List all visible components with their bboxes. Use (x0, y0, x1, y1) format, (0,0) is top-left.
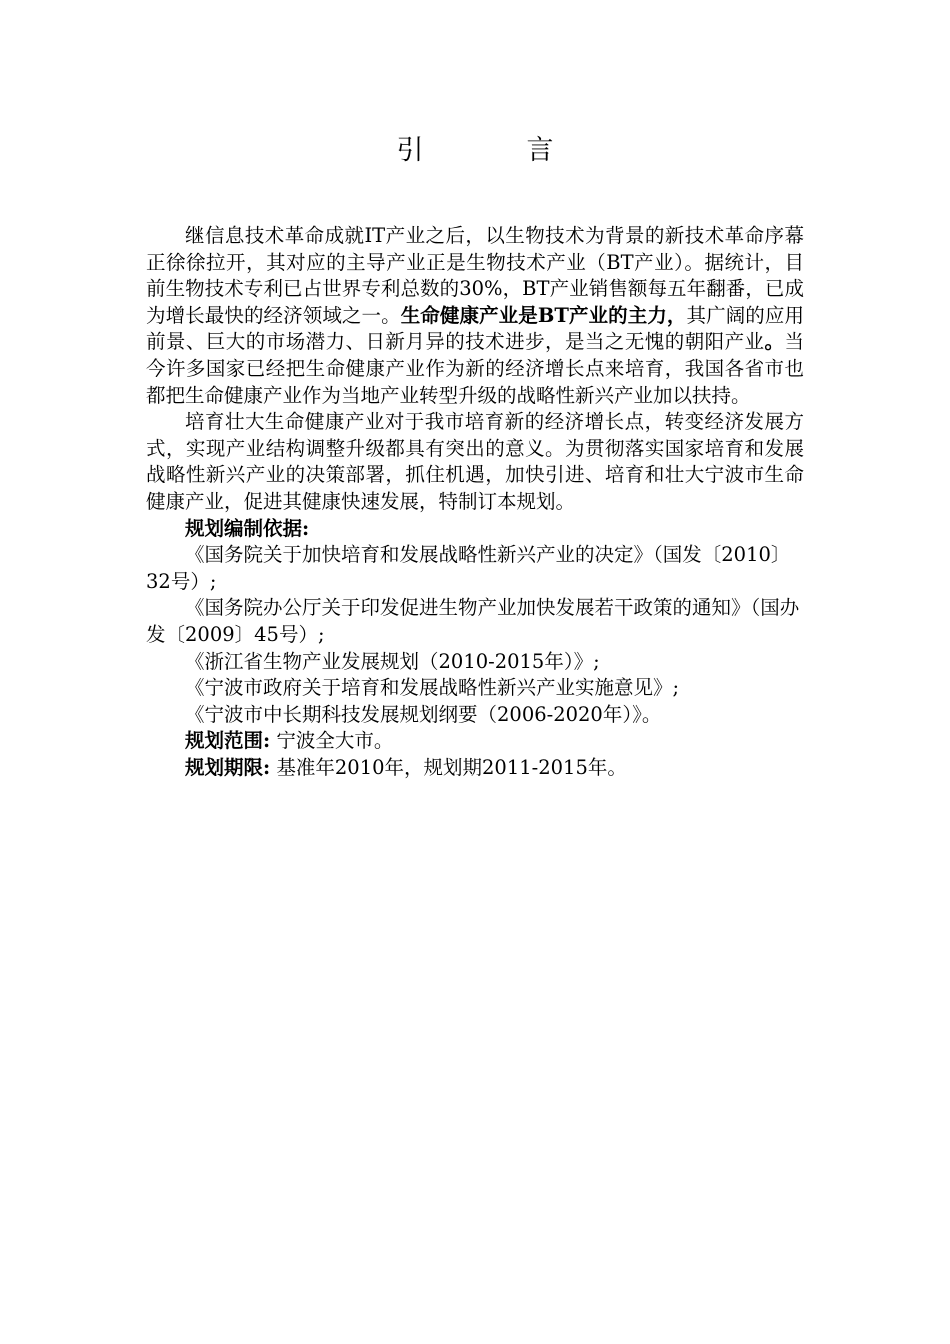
scope-line (146, 728, 804, 755)
period-value: 基准年2010年，规划期2011-2015年。 (270, 755, 627, 779)
intro-text-1b: 其广阔的应用前景、巨大的市场潜力、日新月异的技术进步，是当之无愧的朝阳产业 (146, 303, 804, 354)
page-title: 引 言 (396, 135, 592, 166)
scope-value: 宁波全大市。 (270, 729, 394, 753)
intro-bold-period: 。 (764, 330, 785, 354)
intro-paragraph-1 (146, 223, 804, 409)
intro-text-1c: 当今许多国家已经把生命健康产业作为新的经济增长点来培育，我国各省市也都把生命健康产业作为当地产业转型升级的战略性新兴产业加以扶持。 (146, 330, 804, 407)
basis-heading: 规划编制依据: (185, 516, 310, 540)
basis-reference-item: 《宁波市中长期科技发展规划纲要（2006-2020年）》。 (185, 702, 662, 726)
intro-paragraph-2: 培育壮大生命健康产业对于我市培育新的经济增长点，转变经济发展方式，实现产业结构调整升级都具有突出的意义。为贯彻落实国家培育和发展战略性新兴产业的决策部署，抓住机遇，加快引进、培育和壮大宁波市生命健康产业，促进其健康快速发展，特制订本规划。 (146, 410, 804, 513)
intro-bold-statement: 生命健康产业是BT产业的主力， (400, 303, 687, 327)
period-label: 规划期限: (185, 755, 271, 779)
period-line (146, 755, 804, 782)
intro-text-1a: 继信息技术革命成就IT产业之后，以生物技术为背景的新技术革命序幕正徐徐拉开，其对应的主导产业正是生物技术产业（BT产业）。据统计，目前生物技术专利已占世界专利总数的30%，BT产业销售额每五年翻番，已成为增长最快的经济领域之一。 (146, 224, 804, 327)
basis-reference-list (146, 542, 804, 728)
basis-reference-item: 《浙江省生物产业发展规划（2010-2015年）》; (185, 649, 600, 673)
basis-reference-item: 《宁波市政府关于培育和发展战略性新兴产业实施意见》; (185, 676, 680, 700)
basis-reference-item: 《国务院关于加快培育和发展战略性新兴产业的决定》（国发〔2010〕32号）; (146, 543, 791, 593)
basis-reference-item: 《国务院办公厅关于印发促进生物产业加快发展若干政策的通知》（国办发〔2009〕45号）; (146, 596, 800, 646)
scope-label: 规划范围: (185, 729, 271, 753)
document-body (146, 223, 804, 781)
